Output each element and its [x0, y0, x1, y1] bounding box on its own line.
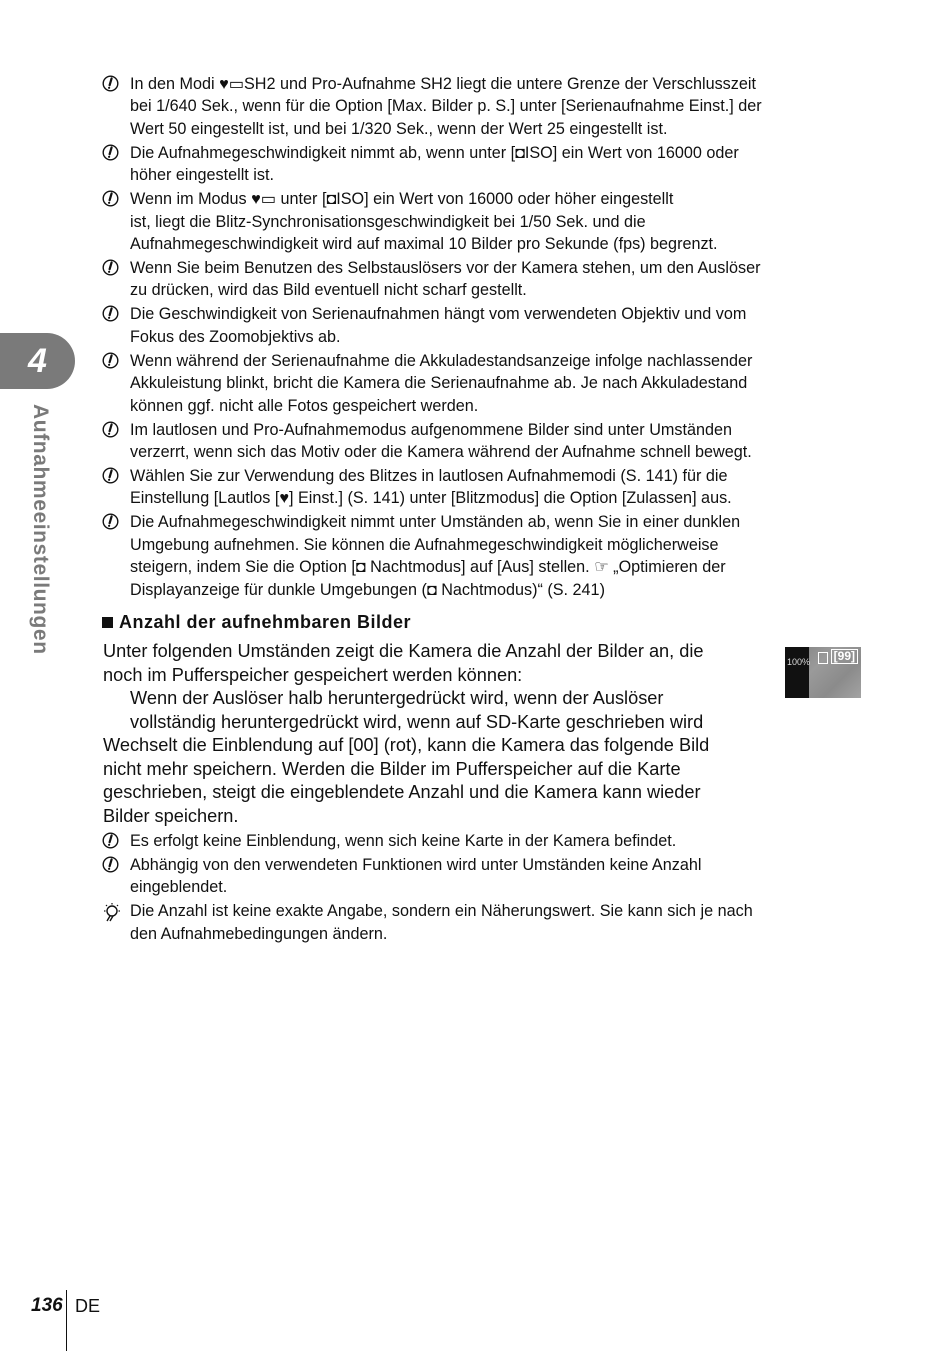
chapter-number: 4 [28, 341, 47, 380]
buffer-count-text: [99] [831, 649, 858, 664]
footer-divider [66, 1290, 67, 1351]
note-item [102, 900, 862, 945]
note-line: den Aufnahmebedingungen ändern. [130, 924, 388, 943]
note-item [102, 303, 862, 348]
note-line: Die Anzahl ist keine exakte Angabe, sondern ein Näherungswert. Sie kann sich je nach [130, 902, 753, 921]
section-heading-text: Anzahl der aufnehmbaren Bilder [119, 612, 412, 632]
square-bullet-icon [102, 617, 113, 628]
note-line: Aufnahmegeschwindigkeit wird auf maximal 10 Bilder pro Sekunde (fps) begrenzt. [130, 235, 718, 254]
card-icon [818, 652, 828, 664]
note-line: Die Aufnahmegeschwindigkeit nimmt unter Umständen ab, wenn Sie in einer dunklen [130, 513, 741, 532]
caution-icon [102, 190, 119, 207]
note-item [102, 73, 862, 140]
note-line: Wählen Sie zur Verwendung des Blitzes in lautlosen Aufnahmemodi (S. 141) für die [130, 467, 728, 486]
caution-icon [102, 352, 119, 369]
note-line: Umgebung aufnehmen. Sie können die Aufnahmegeschwindigkeit möglicherweise [130, 535, 719, 554]
body-line: Wechselt die Einblendung auf [00] (rot), kann die Kamera das folgende Bild [103, 735, 710, 755]
camera-display-thumbnail [785, 647, 861, 698]
note-line: zu drücken, wird das Bild eventuell nicht scharf gestellt. [130, 281, 527, 300]
body-line: geschrieben, steigt die eingeblendete Anzahl und die Kamera kann wieder [103, 782, 701, 802]
note-line: Die Aufnahmegeschwindigkeit nimmt ab, wenn unter [◘ISO] ein Wert von 16000 oder [130, 143, 739, 162]
note-item [102, 419, 862, 464]
body-line: Unter folgenden Umständen zeigt die Kamera die Anzahl der Bilder an, die [103, 641, 704, 661]
note-line: bei 1/640 Sek., wenn für die Option [Max. Bilder p. S.] unter [Serienaufnahme Einst.] der [130, 97, 762, 116]
chapter-tab [0, 333, 75, 389]
note-line: Displayanzeige für dunkle Umgebungen (◘ Nachtmodus)“ (S. 241) [130, 580, 605, 599]
body-line: Bilder speichern. [103, 805, 239, 826]
note-item [102, 511, 862, 601]
note-line: Einstellung [Lautlos [♥] Einst.] (S. 141) unter [Blitzmodus] die Option [Zulassen] aus. [130, 489, 732, 508]
section-body [103, 640, 783, 828]
caution-icon [102, 75, 119, 92]
notes-list-top [102, 73, 862, 603]
note-line: eingeblendet. [130, 878, 228, 897]
note-line: Es erfolgt keine Einblendung, wenn sich keine Karte in der Kamera befindet. [130, 832, 677, 850]
note-line: Abhängig von den verwendeten Funktionen wird unter Umständen keine Anzahl [130, 856, 702, 874]
page-number: 136 [31, 1295, 63, 1316]
caution-icon [102, 421, 119, 438]
note-item [102, 465, 862, 510]
section-heading [102, 612, 411, 633]
caution-icon [102, 144, 119, 161]
body-line: noch im Pufferspeicher gespeichert werden können: [103, 664, 523, 685]
note-line: verzerrt, wenn sich das Motiv oder die Kamera während der Aufnahme schnell bewegt. [130, 443, 752, 462]
caution-icon [102, 832, 119, 849]
body-line: Wenn der Auslöser halb heruntergedrückt wird, wenn der Auslöser [130, 688, 664, 708]
note-line: Wenn Sie beim Benutzen des Selbstauslösers vor der Kamera stehen, um den Auslöser [130, 259, 761, 278]
note-line: Im lautlosen und Pro-Aufnahmemodus aufgenommene Bilder sind unter Umständen [130, 420, 732, 439]
battery-level-text: 100% [787, 657, 811, 667]
note-line: höher eingestellt ist. [130, 166, 274, 185]
body-line: nicht mehr speichern. Werden die Bilder im Pufferspeicher auf die Karte [103, 758, 681, 779]
chapter-title-vertical: Aufnahmeeinstellungen [29, 404, 52, 655]
notes-list-bottom [102, 830, 862, 947]
caution-icon [102, 259, 119, 276]
note-line: Wenn während der Serienaufnahme die Akkuladestandsanzeige infolge nachlassender [130, 351, 753, 370]
language-code: DE [75, 1296, 101, 1316]
note-line: Wenn im Modus ♥▭ unter [◘ISO] ein Wert von 16000 oder höher eingestellt [130, 190, 674, 209]
note-line: können ggf. nicht alle Fotos gespeichert werden. [130, 396, 479, 415]
caution-icon [102, 513, 119, 530]
note-line: steigern, indem Sie die Option [◘ Nachtmodus] auf [Aus] stellen. ☞ „Optimieren der [130, 558, 726, 577]
body-line: vollständig heruntergedrückt wird, wenn auf SD-Karte geschrieben wird [130, 711, 704, 732]
note-line: In den Modi ♥▭SH2 und Pro-Aufnahme SH2 liegt die untere Grenze der Verschlusszeit [130, 75, 756, 93]
note-line: Fokus des Zoomobjektivs ab. [130, 327, 341, 346]
note-line: ist, liegt die Blitz-Synchronisationsgeschwindigkeit bei 1/50 Sek. und die [130, 212, 646, 231]
tip-icon [102, 902, 119, 919]
caution-icon [102, 305, 119, 322]
caution-icon [102, 467, 119, 484]
caution-icon [102, 856, 119, 873]
note-item [102, 350, 862, 417]
note-line: Die Geschwindigkeit von Serienaufnahmen hängt vom verwendeten Objektiv und vom [130, 305, 747, 324]
note-item [102, 830, 862, 852]
note-item [102, 142, 862, 187]
note-item [102, 257, 862, 302]
note-item [102, 854, 862, 899]
thumbnail-dark-strip [785, 647, 809, 698]
note-line: Wert 50 eingestellt ist, und bei 1/320 Sek., wenn der Wert 25 eingestellt ist. [130, 119, 668, 138]
note-line: Akkuleistung blinkt, bricht die Kamera die Serienaufnahme ab. Je nach Akkuladestand [130, 374, 748, 393]
note-item [102, 188, 862, 255]
